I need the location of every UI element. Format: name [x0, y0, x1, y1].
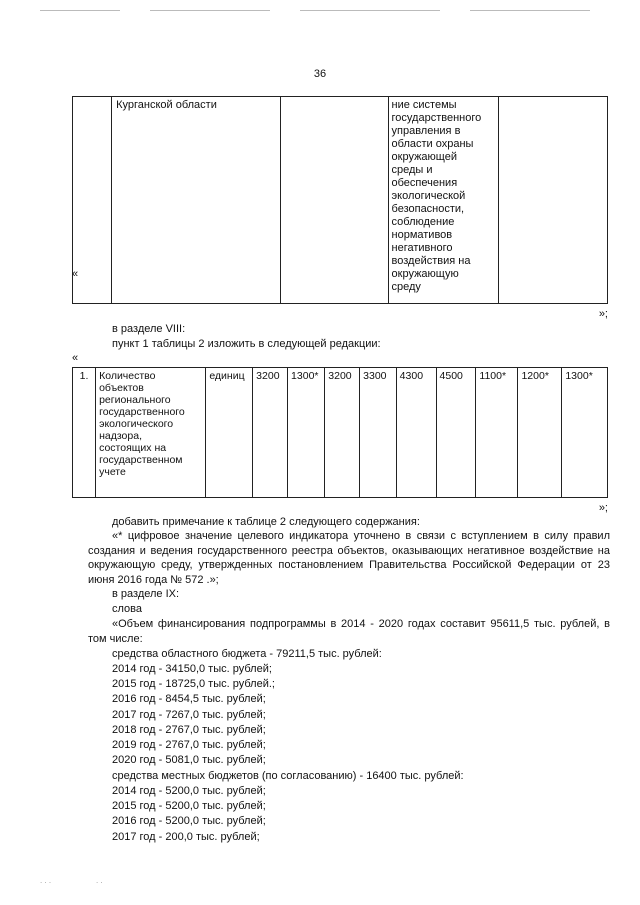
scan-top-rule: [300, 10, 440, 11]
list-item: 2016 год - 8454,5 тыс. рублей;: [112, 693, 266, 706]
list-item: 2015 год - 5200,0 тыс. рублей;: [112, 800, 266, 813]
table-cell: [498, 97, 607, 304]
value-cell: 1300*: [562, 368, 608, 498]
description-line: соблюдение: [391, 216, 455, 228]
list-item: 2015 год - 18725,0 тыс. рублей.;: [112, 678, 275, 691]
value-cell: 3200: [325, 368, 360, 498]
value-cell: 4500: [436, 368, 476, 498]
description-line: воздействия на: [391, 255, 471, 267]
section-viii-heading: в разделе VIII:: [112, 323, 186, 335]
section-ix-heading: в разделе IX:: [112, 588, 180, 600]
value-cell: 3300: [360, 368, 397, 498]
close-quote: »;: [598, 502, 608, 514]
list-item: 2018 год - 2767,0 тыс. рублей;: [112, 723, 266, 736]
value-cell: 1200*: [518, 368, 562, 498]
value-cell: 4300: [396, 368, 436, 498]
value-cell: 1100*: [476, 368, 518, 498]
open-quote: «: [72, 352, 79, 364]
page-number: 36: [313, 68, 327, 80]
list-item: 2017 год - 200,0 тыс. рублей;: [112, 830, 260, 843]
value-cell: 3200: [253, 368, 288, 498]
note-text: «* цифровое значение целевого индикатора уточнено в связи с вступлением в силу правил создания и ведения государственного реестра объектов, оказывающих негативное воздействие на окружающую среду, утвержденных постановлением Правительства Российской Федерации от 23 июня 2016 года № 572 .»;: [88, 530, 610, 586]
note-paragraph: [88, 529, 610, 587]
indicator-line: государственном: [99, 454, 183, 466]
indicator-line: Количество: [99, 370, 156, 382]
scan-top-rule: [150, 10, 270, 11]
description-line: ние системы: [391, 99, 457, 111]
table-cell-description: [388, 97, 498, 304]
list-item: 2019 год - 2767,0 тыс. рублей;: [112, 739, 266, 751]
indicator-line: экологического: [99, 418, 174, 430]
description-line: нормативов: [391, 229, 453, 241]
table-cell: [73, 97, 112, 304]
scan-mark: . . .: [40, 876, 52, 885]
indicator-line: состоящих на: [99, 442, 167, 454]
row-number: 1.: [73, 368, 96, 498]
indicator-line: регионального: [99, 394, 171, 406]
list-item: 2014 год - 5200,0 тыс. рублей;: [112, 785, 266, 797]
scan-mark: . .: [96, 876, 103, 885]
description-lines: [392, 99, 495, 294]
financing-paragraph: [88, 617, 610, 646]
description-line: безопасности,: [391, 203, 465, 215]
table-cell: [281, 97, 388, 304]
value-cell: 1300*: [288, 368, 325, 498]
indicator-line: надзора,: [99, 430, 142, 442]
close-quote: »;: [598, 308, 608, 320]
words-label: слова: [112, 603, 142, 615]
local-budget-line: средства местных бюджетов (по согласованию) - 16400 тыс. рублей:: [112, 770, 464, 782]
unit-cell: единиц: [206, 368, 253, 498]
description-line: обеспечения: [391, 177, 458, 189]
scan-top-rule: [470, 10, 590, 11]
description-line: негативного: [391, 242, 453, 254]
description-line: государственного: [391, 112, 482, 124]
add-note-instruction: добавить примечание к таблице 2 следующего содержания:: [112, 516, 420, 528]
financing-text: «Объем финансирования подпрограммы в 2014 - 2020 годах составит 95611,5 тыс. рублей, в том числе:: [88, 618, 610, 645]
scan-top-rule: [40, 10, 120, 11]
list-item: 2017 год - 7267,0 тыс. рублей;: [112, 708, 266, 721]
regional-budget-line: средства областного бюджета - 79211,5 тыс. рублей:: [112, 648, 382, 660]
point-1-instruction: пункт 1 таблицы 2 изложить в следующей редакции:: [112, 338, 381, 350]
description-line: окружающую: [391, 268, 459, 280]
indicator-name-cell: [96, 368, 206, 498]
list-item: 2020 год - 5081,0 тыс. рублей;: [112, 754, 266, 767]
description-line: среды и: [391, 164, 433, 176]
indicator-line: объектов: [99, 382, 144, 394]
description-line: области охраны: [391, 138, 474, 150]
description-line: среду: [391, 281, 421, 293]
list-item: 2014 год - 34150,0 тыс. рублей;: [112, 663, 272, 675]
indicator-line: учете: [99, 466, 126, 478]
indicator-line: государственного: [99, 406, 185, 418]
list-item: 2016 год - 5200,0 тыс. рублей;: [112, 815, 266, 828]
table-2: [72, 367, 608, 498]
table-1-continuation: [72, 96, 608, 304]
table-row: [73, 368, 608, 498]
table-cell-region: Курганской области: [112, 97, 281, 304]
description-line: управления в: [391, 125, 461, 137]
open-quote: «: [72, 268, 79, 280]
description-line: окружающей: [391, 151, 457, 163]
description-line: экологической: [391, 190, 466, 202]
table-row: [73, 97, 608, 304]
indicator-lines: [99, 370, 203, 478]
